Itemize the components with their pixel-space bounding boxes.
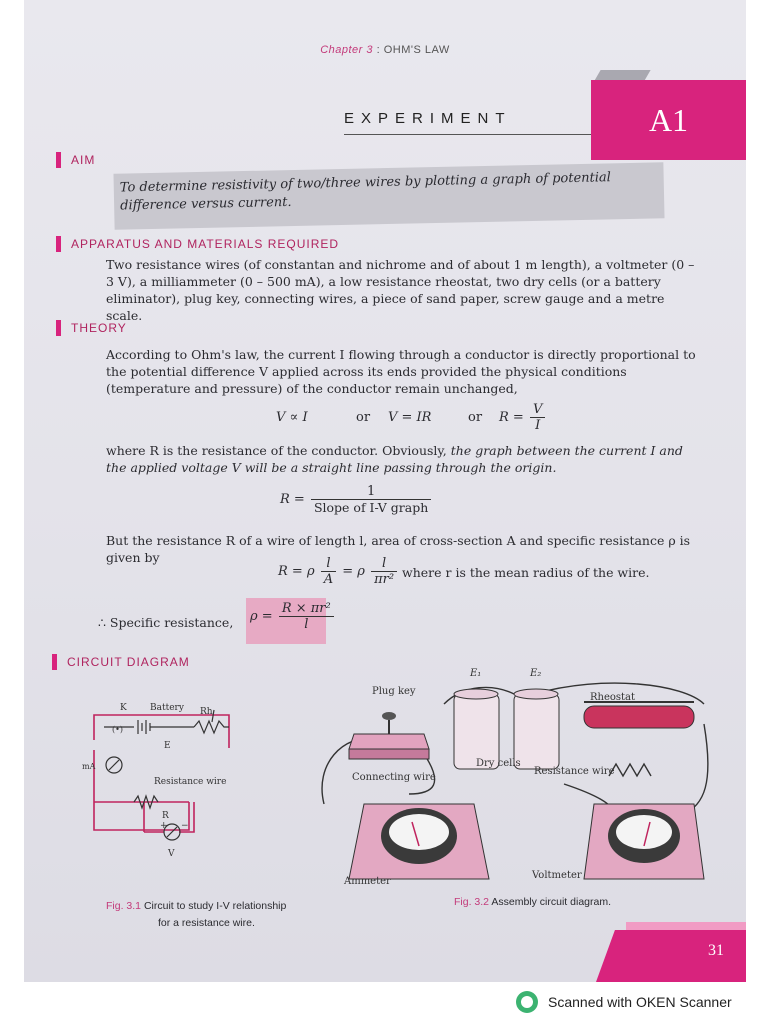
label-voltmeter: Voltmeter	[532, 870, 582, 881]
label-resistance-wire-assembly: Resistance wire	[534, 766, 615, 777]
apparatus-heading: APPARATUS AND MATERIALS REQUIRED	[56, 236, 339, 252]
fig-3-1-number: Fig. 3.1	[106, 900, 142, 912]
eq2-fraction	[311, 484, 431, 515]
radius-note: where r is the mean radius of the wire.	[402, 565, 650, 580]
label-minus: −	[181, 821, 189, 831]
chapter-separator: :	[376, 44, 381, 56]
eq3-mid: = ρ	[342, 564, 365, 579]
chapter-label: Chapter 3	[320, 44, 374, 56]
eq4-denominator: l	[304, 617, 309, 632]
chapter-header	[24, 44, 746, 56]
eq4-numerator: R × πr²	[279, 601, 334, 617]
fig-3-2-caption	[454, 896, 611, 908]
label-plus: +	[160, 821, 168, 831]
experiment-id-tab	[591, 80, 746, 160]
equation-or-2: or	[468, 410, 483, 425]
eq4-fraction	[279, 601, 334, 632]
label-resistance-wire: Resistance wire	[154, 777, 227, 787]
eq3-fraction-1	[321, 556, 336, 587]
eq1-fraction	[530, 402, 545, 433]
label-e1: E₁	[470, 668, 482, 679]
eq1-denominator: I	[535, 418, 541, 433]
label-v: V	[168, 849, 175, 859]
experiment-id: A1	[648, 101, 689, 138]
eq3-denominator-2: πr²	[374, 572, 395, 587]
theory-para-2-plain: where R is the resistance of the conductor. Obviously,	[106, 443, 447, 458]
assembly-diagram	[304, 664, 724, 894]
label-e2: E₂	[530, 668, 542, 679]
fig-3-2-number: Fig. 3.2	[454, 896, 490, 908]
circuit-schematic	[54, 690, 274, 870]
label-rheostat: Rheostat	[590, 692, 636, 703]
eq2-denominator: Slope of I-V graph	[313, 500, 429, 515]
eq3-lhs: R = ρ	[278, 564, 315, 579]
book-page	[24, 0, 746, 982]
eq2-numerator: 1	[311, 484, 431, 500]
circuit-heading: CIRCUIT DIAGRAM	[52, 654, 190, 670]
label-battery: Battery	[150, 703, 184, 713]
eq2-lhs: R =	[280, 492, 305, 507]
theory-para-3: But the resistance R of a wire of length l, area of cross-section A and specific resistance ρ is given by	[106, 533, 691, 565]
eq3-numerator-1: l	[321, 556, 336, 572]
fig-3-1-caption-line2: for a resistance wire.	[158, 917, 255, 929]
label-dry-cells: Dry cells	[476, 758, 521, 769]
theory-para-1: According to Ohm's law, the current I flowing through a conductor is directly proportional to the potential difference V applied across its ends provided the physical conditions (temperature and pressure) of the conductor remain unchanged,	[106, 347, 696, 396]
label-connecting-wire: Connecting wire	[352, 772, 436, 783]
chapter-title: OHM'S LAW	[383, 44, 450, 56]
scanner-text: Scanned with OKEN Scanner	[548, 994, 732, 1010]
equation-slope	[280, 484, 433, 515]
eq3-fraction-2	[371, 556, 397, 587]
fig-3-1-text: Circuit to study I-V relationship	[143, 900, 287, 912]
equation-proportional: V ∝ I	[276, 410, 308, 425]
specific-resistance-label: ∴ Specific resistance,	[98, 615, 234, 630]
theory-heading: THEORY	[56, 320, 127, 336]
experiment-word: EXPERIMENT	[344, 110, 512, 127]
equation-ohm: V = IR	[388, 410, 432, 425]
fig-3-1-caption	[106, 900, 286, 912]
page-number: 31	[708, 942, 724, 959]
label-ammeter: Ammeter	[344, 876, 391, 887]
equation-resistivity	[278, 556, 399, 587]
eq3-numerator-2: l	[371, 556, 397, 572]
apparatus-text: Two resistance wires (of constantan and nichrome and of about 1 m length), a voltmeter (0 – 3 V), a milliammeter (0 – 500 mA), a low resistance rheostat, two dry cells (or a battery eliminator), plug key, connecting wires, a piece of sand paper, screw gauge and a metre scale.	[106, 257, 695, 323]
label-k-symbol: (•)	[112, 725, 123, 734]
eq4-rho: ρ =	[250, 609, 273, 624]
label-r: R	[162, 811, 169, 821]
label-ma: mA	[82, 762, 96, 771]
fig-3-2-text: Assembly circuit diagram.	[491, 896, 611, 908]
equation-or-1: or	[356, 410, 371, 425]
eq1-numerator: V	[530, 402, 545, 418]
scanner-watermark	[516, 991, 732, 1013]
theory-para-2-italic: the graph between the current I and the applied voltage V will be a straight line passing through the origin.	[106, 443, 683, 475]
eq1-lhs: R =	[499, 410, 524, 425]
label-plug-key: Plug key	[372, 686, 416, 697]
aim-heading: AIM	[56, 152, 95, 168]
eq3-denominator-1: A	[323, 572, 334, 587]
equation-specific-resistance	[250, 601, 336, 632]
aim-text: To determine resistivity of two/three wires by plotting a graph of potential difference versus current.	[119, 170, 612, 214]
theory-para-2	[106, 442, 706, 476]
label-k: K	[120, 703, 127, 713]
equation-resistance	[499, 402, 547, 433]
label-e: E	[164, 741, 171, 751]
label-rh: Rh	[200, 707, 213, 717]
scanner-logo-icon	[516, 991, 538, 1013]
